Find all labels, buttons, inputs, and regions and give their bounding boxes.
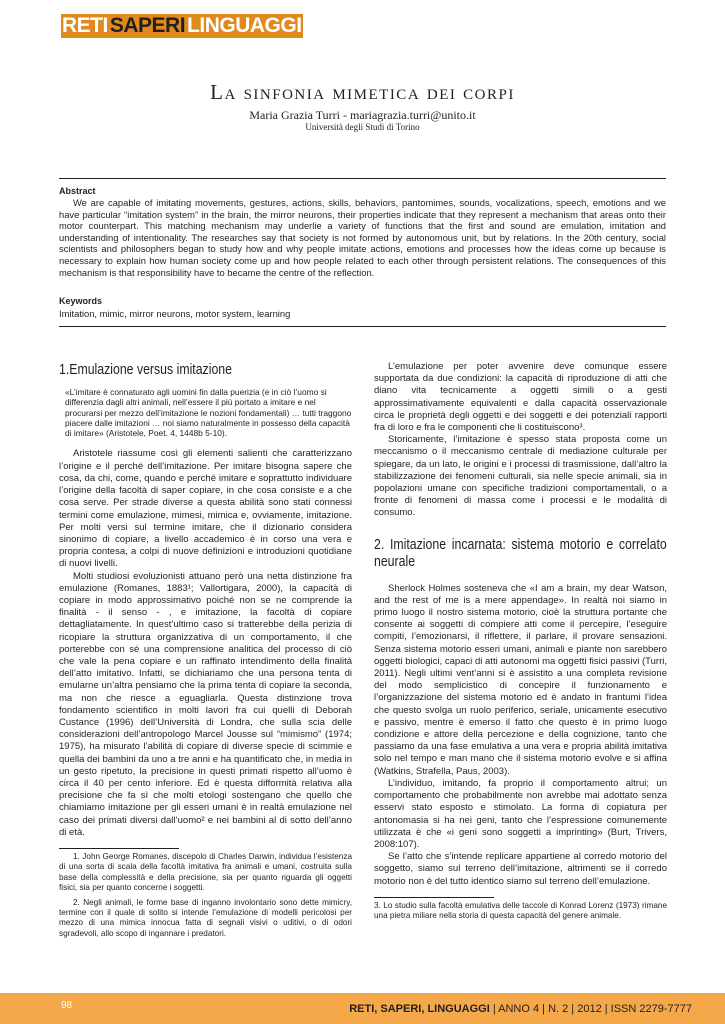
footnotes-left [59, 852, 352, 939]
paragraph: Molti studiosi evoluzionisti attuano però una netta distinzione fra emulazione (Romanes, 1883¹; Vallortigara, 2000), la capacità di copiare in modo approssimativo poiché non se ne comprende la finalità - il senso - , e imitazione, la facoltà di copiare dettagliatamente. In quest’ultimo caso si tratterebbe della perizia di ricopiare la struttura organizzativa di un comportamento, il che porterebbe con sé una comprensione analitica del processo di ciò che vale la pena copiare e un raffinato intendimento della finalità dell’atto imitativo. Infatti, se dichiariamo che una persona tenta di emularne un’altra pensiamo che la prima tenta di copiare la seconda, ma non che riesce a eguagliarla. Questa distinzione trova fondamento scientifico in molti lavori fra cui quelli di Deborah Custance (1996) dell’Università di Londra, che sulla scia delle considerazioni dell’antropologo Marcel Jousse sul “mimismo” (1974; 1975), ha misurato l’abilità di copiare di diverse specie di scimmie e quella dei bambini da uno a tre anni e ha quantificato che, in media in un gesto ripetuto, la precisione in questi primati rispetto all’uomo è circa il 40 per cento inferiore. Ed è questa difformità relativa alla precisione che fa sì che molti etologi sostengano che quello che chiamiamo imitazione per gli esseri umani è in realtà emulazione nel caso dei primati diversi dall’uomo² e nei bambini al di sotto dell’anno di età. [59, 570, 352, 838]
article-title: La sinfonia mimetica dei corpi [210, 80, 515, 104]
paragraph: L’emulazione per poter avvenire deve comunque essere supportata da due condizioni: la capacità di riproduzione di atti che diano vita tecnicamente a oggetti simili o a gesti approssimativamente equivalenti e dalla capacità osservazionale circa le proprietà degli oggetti e dei soggetti e dei potenziali rapporti fra di loro e fra le componenti che li costituiscono³. [374, 361, 667, 434]
article-author: Maria Grazia Turri - mariagrazia.turri@unito.it [249, 108, 476, 122]
abstract-heading: Abstract [59, 186, 96, 196]
footer-issue: | ANNO 4 | N. 2 | 2012 | ISSN 2279-7777 [489, 1003, 692, 1015]
keywords-text: Imitation, mimic, mirror neurons, motor system, learning [59, 308, 291, 319]
paragraph: Storicamente, l’imitazione è spesso stata proposta come un meccanismo o il meccanismo centrale di mediazione culturale per spiegare, da un lato, le origini e i processi di trasmissione, dall’altro la stabilizzazione dei fenomeni culturali, sia nelle specie animali, sia in popolazioni umane con specifiche tradizioni comportamentali, o a fronte di fenomeni di massa come i processi e le modalità di consumo. [374, 434, 667, 519]
article-affiliation: Università degli Studi di Torino [305, 122, 420, 132]
left-column [59, 361, 352, 939]
paragraph: Aristotele riassume così gli elementi salienti che caratterizzano l’origine e il perché dell’imitazione. Per imitare bisogna sapere che cosa, da chi, come, quando e perché imitare e soprattutto individuare l’origine della facoltà di saper copiare, in che cosa consiste e a che cosa serve. Per strade diverse a questa abilità sono stati connessi termini come emulazione, mimesi, mimica e, ovviamente, imitazione. Per molti versi sul termine imitare, che il dizionario considera sinonimo di copiare, a livello accademico è in corso una vera e propria contesa, a colpi di nuove definizioni e introduzioni quotidiane di nuovi livelli. [59, 448, 352, 570]
footnote-1: 1. John George Romanes, discepolo di Charles Darwin, individua l’esistenza di una sorta di scala della facoltà imitativa fra animali e umani, costruita sulla base della complessità e della precisione, sia per quanto riguarda gli oggetti fisici, sia per quanto concerne i soggetti. [59, 851, 352, 893]
paragraph: Sherlock Holmes sosteneva che «I am a brain, my dear Watson, and the rest of me is a mere appendage». In realtà noi siamo in primo luogo il nostro sistema motorio, cioè la struttura portante che consente ai soggetti di compiere atti come il percepire, l’eseguire compiti, l’emozionarsi, il riflettere, il parlare, il provare sensazioni. Senza sistema motorio esseri umani, animali e piante non sarebbero oggetti biologici, capaci di atti autonomi ma oggetti fisici passivi (Turri, 2011). Negli ultimi vent’anni si è assistito a una completa revisione del modo semplicistico di concepire il funzionamento e l’organizzazione del sistema motorio ed è andato in frantumi l’idea che questo svolga un ruolo periferico, seriale, unicamente esecutivo e passivo, mentre è emerso il fatto che questo è in primo luogo condizione e attore della percezione e della cognizione, tanto che passiamo da una fase emulativa a una vera e propria abilità imitativa solo nel tempo e man mano che il sistema motorio evolve e si affina (Watkins, Strafella, Paus, 2003). [374, 582, 667, 777]
paragraph: Se l’atto che s’intende replicare appartiene al corredo motorio del soggetto, siamo sul terreno dell’imitazione, altrimenti se il corredo motorio non è del tutto identico siamo sul terreno dell’emulazione. [374, 851, 667, 887]
logo-part-linguaggi: LINGUAGGI [187, 14, 302, 37]
footer-citation [349, 1003, 692, 1015]
divider-top [59, 178, 666, 179]
page-number: 98 [61, 1000, 73, 1011]
aristotle-quote: «L’imitare è connaturato agli uomini fin dalla puerizia (e in ciò l’uomo si differenzia dagli altri animali, nell’essere il più portato a imitare e nel procurarsi per mezzo dell’imitazione le nozioni fondamentali) … tutti traggono piacere dalle imitazioni … noi siamo naturalmente in possesso della capacità di imitare» (Aristotele, Poet. 4, 1448b 5-10). [65, 387, 352, 439]
section-heading-2: 2. Imitazione incarnata: sistema motorio e correlato neurale [374, 535, 667, 570]
right-column [374, 361, 667, 922]
logo-part-reti: RETI [62, 14, 108, 37]
logo-part-saperi: SAPERI [109, 14, 186, 37]
footnote-2: 2. Negli animali, le forme base di inganno involontario sono dette mimicry, termine con il quale di solito si intende l’emulazione di modelli pericolosi per mezzo di una mimica innocua fatta di segnali visivi o uditivi, o di odori sgradevoli, allo scopo di ingannare i predatori. [59, 897, 352, 938]
abstract-text: We are capable of imitating movements, gestures, actions, skills, behaviors, pantomimes, sounds, vocalizations, speech, emotions and we have particular “imitation system” in the brain, the mirror neurons, their properties indicate that they represent a mechanism that areas onto their motor counterpart. This matching mechanism may underlie a variety of functions that the first and sound are emulation, imitation and understanding of intentionality. The researches say that society is not formed by autonomous unit, but by relations. In the 20th century, social scientists and philosophers began to study how and why people imitate actions, emotions and processes how the ideas come up because is necessary to explain how human society come up and how people related to each other through persistent relations. The consequences of this mechanism is that responsibility have to became the centre of the reflection. [59, 197, 666, 278]
footer-journal-name: RETI, SAPERI, LINGUAGGI [349, 1003, 490, 1015]
journal-logo [61, 14, 303, 38]
paragraph: L’individuo, imitando, fa proprio il comportamento altrui; un comportamento che probabilmente non avrebbe mai adottato senza esservi stato esposto e stimolato. La forma di copiatura per antonomasia si ha nei geni, tanto che l’espressione comunemente utilizzata è che «i geni sono soggetti a imprinting» (Burt, Trivers, 2008:107). [374, 777, 667, 850]
keywords-heading: Keywords [59, 296, 103, 306]
section-heading-1: 1.Emulazione versus imitazione [59, 361, 232, 378]
divider-bottom [59, 326, 666, 327]
footnote-3: 3. Lo studio sulla facoltà emulativa delle taccole di Konrad Lorenz (1973) rimane una pietra miliare nella storia di questa capacità del genere animale. [374, 900, 667, 921]
